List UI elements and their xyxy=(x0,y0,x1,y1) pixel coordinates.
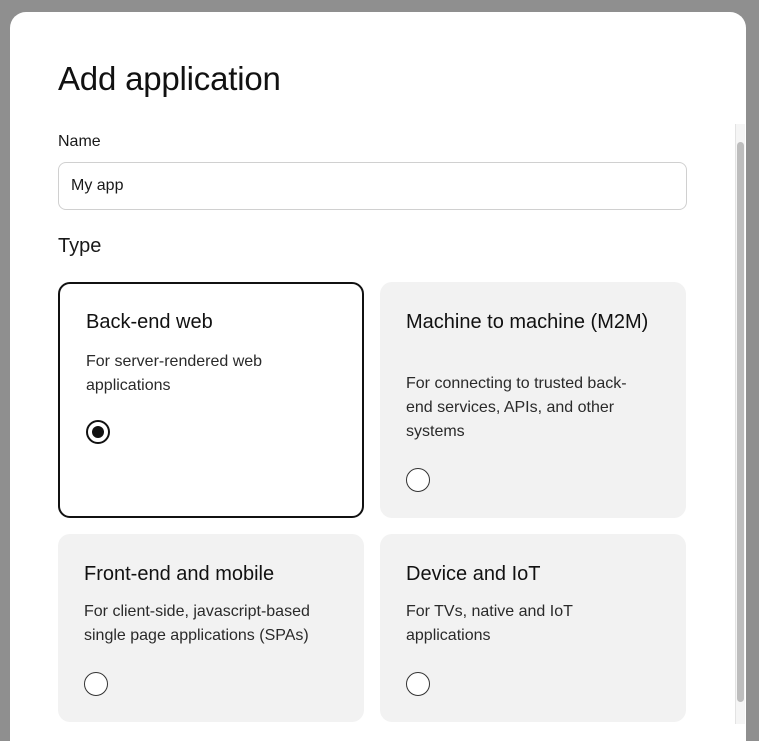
card-title: Device and IoT xyxy=(406,563,541,585)
type-card-back-end-web[interactable] xyxy=(58,282,364,518)
scrollbar-thumb[interactable] xyxy=(737,142,744,702)
type-label: Type xyxy=(58,235,102,257)
add-application-dialog xyxy=(10,12,746,741)
radio-front-end-mobile[interactable] xyxy=(84,672,108,696)
card-description: For TVs, native and IoT applications xyxy=(406,603,573,644)
radio-device-iot[interactable] xyxy=(406,672,430,696)
dialog-title: Add application xyxy=(58,60,281,97)
card-description: For server-rendered web applications xyxy=(86,353,263,394)
radio-back-end-web[interactable] xyxy=(86,420,110,444)
card-title: Machine to machine (M2M) xyxy=(406,311,649,333)
type-card-m2m[interactable] xyxy=(380,282,686,518)
radio-m2m[interactable] xyxy=(406,468,430,492)
card-title: Front-end and mobile xyxy=(84,563,275,585)
card-title: Back-end web xyxy=(86,311,213,333)
type-card-device-iot[interactable] xyxy=(380,534,686,722)
type-card-front-end-mobile[interactable] xyxy=(58,534,364,722)
card-description: For connecting to trusted back-end services, APIs, and other systems xyxy=(406,375,627,440)
card-description: For client-side, javascript-based single page applications (SPAs) xyxy=(84,603,310,644)
name-label: Name xyxy=(58,133,101,150)
name-input[interactable] xyxy=(58,162,687,210)
